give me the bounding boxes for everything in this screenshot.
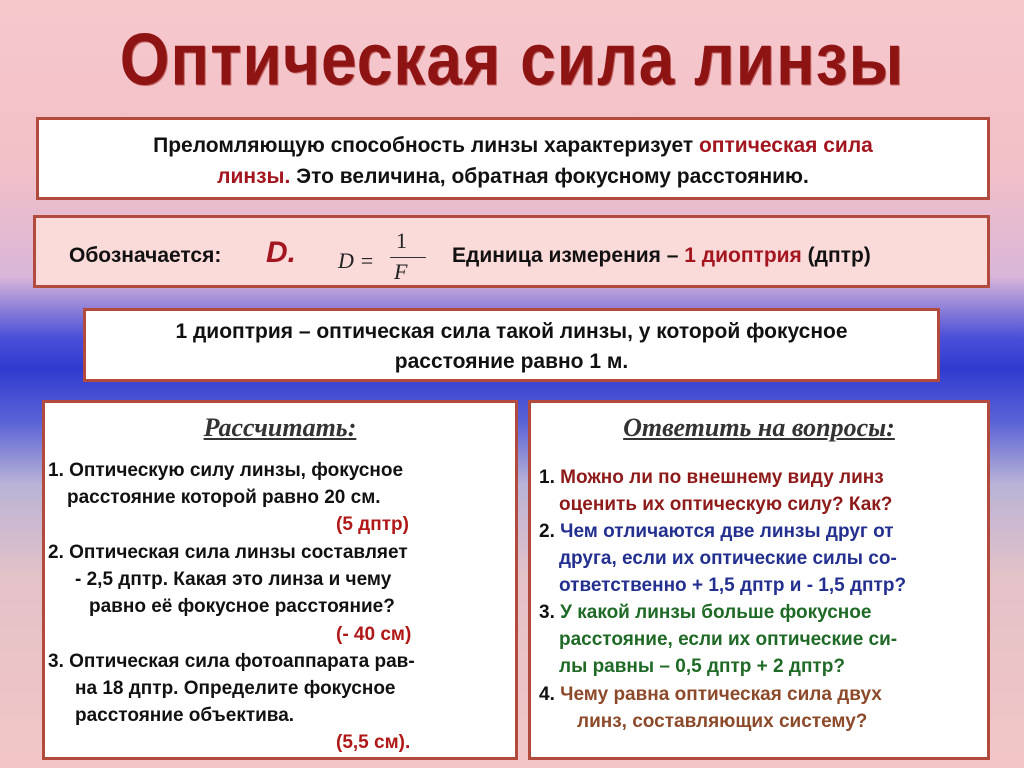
calc-answer: (- 40 см) (336, 624, 412, 645)
calc-line: расстояние которой равно 20 см. (67, 487, 381, 508)
fraction-bar (390, 257, 426, 258)
definition-text-2: Это величина, обратная фокусному расстоянию. (290, 165, 809, 188)
calc-line: 3. Оптическая сила фотоаппарата рав- (48, 651, 415, 672)
calc-answer: (5 дптр) (336, 514, 409, 535)
question-text: линз, составляющих систему? (577, 711, 868, 732)
question-text: Можно ли по внешнему виду линз (554, 467, 884, 488)
calculate-panel (42, 400, 518, 760)
unit-label: Единица измерения – (452, 244, 685, 267)
calc-line: на 18 дптр. Определите фокусное (75, 678, 396, 699)
notation-symbol: D. (266, 236, 296, 269)
questions-panel (528, 400, 990, 760)
question-text: Чему равна оптическая сила двух (554, 684, 882, 705)
notation-label: Обозначается: (69, 244, 222, 267)
question-text: Чем отличаются две линзы друг от (554, 521, 894, 542)
calc-line: равно её фокусное расстояние? (89, 596, 395, 617)
slide-title: Оптическая сила линзы (119, 17, 905, 101)
formula-lhs: D = (338, 248, 375, 273)
notation-box (33, 215, 990, 288)
question-number: 2. (539, 521, 555, 542)
question-number: 3. (539, 602, 555, 623)
calc-line: - 2,5 дптр. Какая это линза и чему (75, 569, 392, 590)
diopter-line-1: 1 диоптрия – оптическая сила такой линзы, у которой фокусное (175, 320, 848, 343)
question-text: лы равны – 0,5 дптр + 2 дптр? (559, 656, 845, 677)
question-4 (539, 684, 882, 706)
question-number: 1. (539, 467, 555, 488)
calc-line: 2. Оптическая сила линзы составляет (48, 542, 408, 563)
calc-line: 1. Оптическую силу линзы, фокусное (48, 460, 404, 481)
question-text: друга, если их оптические силы со- (559, 548, 897, 569)
formula-denominator: F (394, 259, 408, 284)
definition-highlight-2: линзы. (217, 165, 291, 188)
calculate-heading: Рассчитать: (203, 413, 357, 442)
unit-text (452, 244, 871, 268)
diopter-definition-box (83, 308, 940, 382)
question-2 (539, 521, 894, 543)
question-text: расстояние, если их оптические си- (559, 629, 898, 650)
definition-highlight-1: оптическая сила (698, 134, 873, 157)
unit-highlight: 1 диоптрия (684, 244, 802, 267)
diopter-line-2: расстояние равно 1 м. (394, 350, 629, 373)
question-text: оценить их оптическую силу? Как? (559, 494, 893, 515)
question-1 (539, 467, 884, 489)
unit-suffix: (дптр) (801, 244, 871, 267)
calc-answer: (5,5 см). (336, 732, 411, 753)
question-3 (539, 602, 871, 624)
definition-text-1: Преломляющую способность линзы характеризует (153, 134, 699, 157)
calc-line: расстояние объектива. (75, 705, 295, 726)
definition-box (36, 117, 990, 200)
question-text: ответственно + 1,5 дптр и - 1,5 дптр? (559, 575, 907, 596)
formula-numerator: 1 (396, 228, 407, 253)
question-text: У какой линзы больше фокусное (554, 602, 872, 623)
question-number: 4. (539, 684, 555, 705)
questions-heading: Ответить на вопросы: (623, 413, 895, 442)
